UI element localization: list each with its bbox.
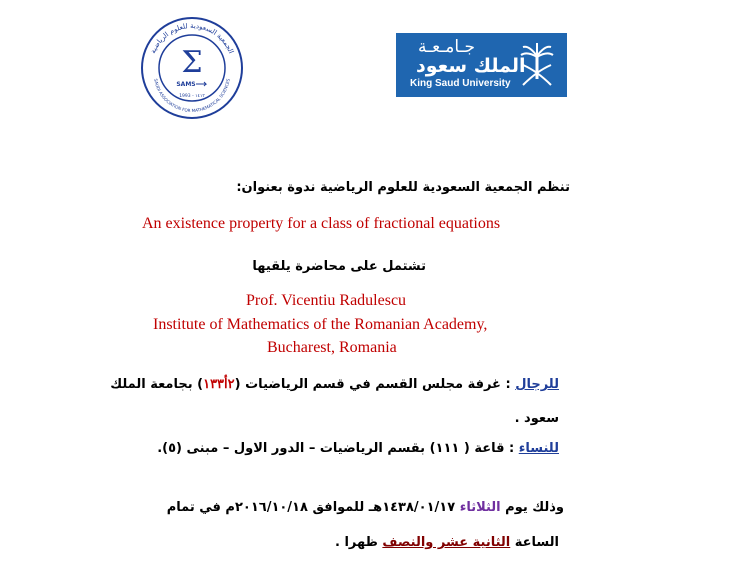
speaker-city: Bucharest, Romania: [267, 339, 397, 356]
speaker-institute: Institute of Mathematics of the Romanian Academy,: [153, 316, 488, 333]
date-line: [167, 500, 564, 515]
men-room: ٢أ١٣٣: [203, 376, 235, 391]
men-location-line: [110, 376, 559, 392]
ksu-arabic-line2: الملك سعود: [416, 55, 526, 77]
time-line: [335, 535, 559, 550]
talk-title: An existence property for a class of fractional equations: [142, 215, 501, 232]
ksu-logo: [396, 33, 567, 97]
palm-swords-emblem-icon: [517, 41, 557, 89]
time-value: الثانية عشر والنصف: [382, 535, 511, 550]
sams-abbrev: SAMS: [176, 81, 196, 88]
date-a: وذلك يوم: [500, 500, 564, 515]
women-location-line: [157, 441, 559, 456]
men-location-b: ) بجامعة الملك: [110, 377, 204, 392]
sams-arabic-ring: الجمعية السعودية للعلوم الرياضية: [148, 21, 236, 55]
ksu-english-name: King Saud University: [410, 78, 511, 89]
sams-english-ring: SAUDI ASSOCIATION FOR MATHEMATICAL SCIENCES: [153, 78, 231, 114]
includes-line: تشتمل على محاضرة يلقيها: [252, 259, 426, 274]
men-label: للرجال: [515, 377, 559, 392]
sigma-icon: Σ: [181, 45, 203, 80]
men-location-cont: سعود .: [514, 411, 559, 426]
date-b: ١٤٣٨/٠١/١٧هـ للموافق ٢٠١٦/١٠/١٨م في تمام: [166, 500, 460, 515]
date-day: الثلاثاء: [459, 500, 501, 515]
women-location: : قاعة ( ١١١) بقسم الرياضيات – الدور الاول – مبنى (٥).: [157, 441, 519, 456]
time-a: الساعة: [510, 535, 559, 550]
speaker-name: Prof. Vicentiu Radulescu: [246, 292, 407, 309]
time-b: ظهرا .: [335, 535, 383, 550]
ksu-arabic-line1: جـامـعـة: [418, 37, 476, 57]
women-label: للنساء: [518, 441, 559, 456]
arrow-icon: [196, 82, 206, 86]
sams-logo: [140, 16, 244, 120]
sams-years: 1993 - ١٤١٣: [179, 94, 205, 99]
intro-line: تنظم الجمعية السعودية للعلوم الرياضية ندوة بعنوان:: [236, 180, 570, 195]
men-location-a: : غرفة مجلس القسم في قسم الرياضيات (: [234, 377, 516, 392]
